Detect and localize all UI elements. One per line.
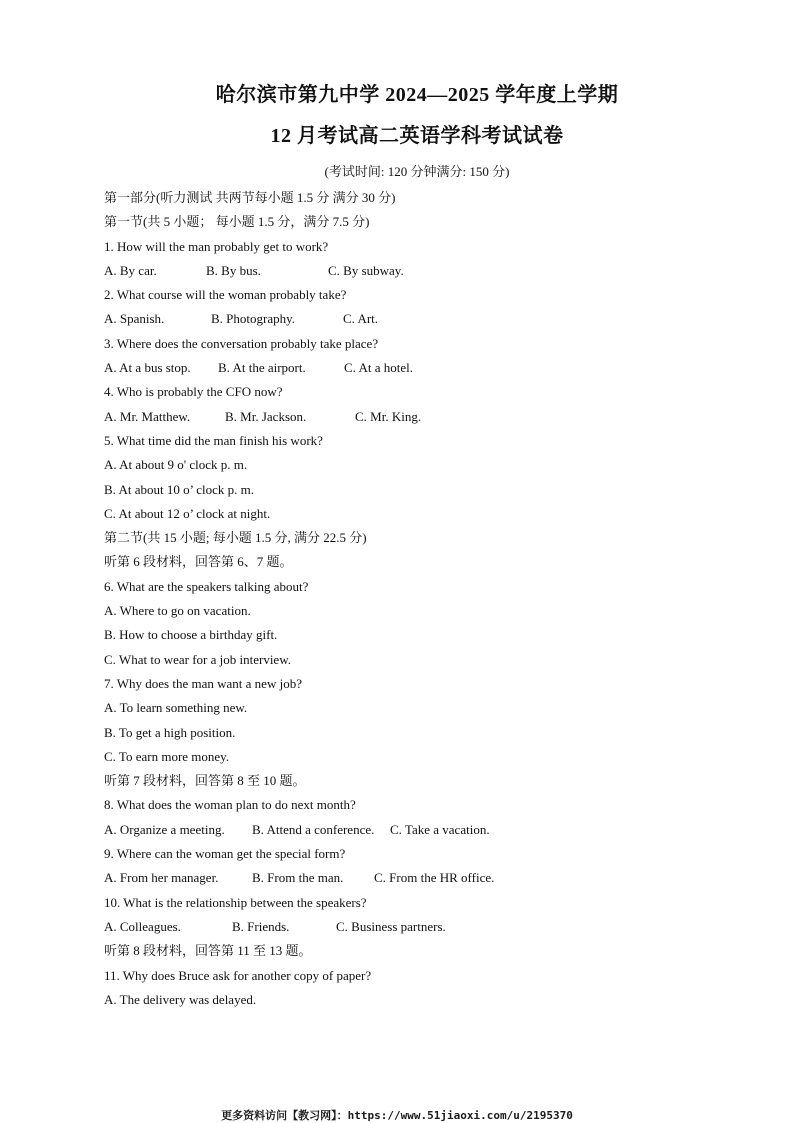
option-b: B. Mr. Jackson. xyxy=(225,408,307,424)
question-11: 11. Why does Bruce ask for another copy of paper? xyxy=(104,967,372,983)
option-b: B. Attend a conference. xyxy=(252,821,375,837)
option-b: B. Photography. xyxy=(211,311,296,327)
question-7: 7. Why does the man want a new job? xyxy=(104,675,302,691)
option-a: A. Organize a meeting. xyxy=(104,821,225,837)
question-10: 10. What is the relationship between the speakers? xyxy=(104,894,367,910)
question-2-options xyxy=(104,307,724,331)
exam-subtitle: (考试时间: 120 分钟满分: 150 分) xyxy=(324,164,510,179)
option-a: A. Mr. Matthew. xyxy=(104,408,191,424)
question-1-options xyxy=(104,259,724,283)
exam-title-line1: 哈尔滨市第九中学 2024—2025 学年度上学期 xyxy=(215,84,619,106)
option-c: C. Take a vacation. xyxy=(390,821,490,837)
option-b: B. By bus. xyxy=(206,262,261,278)
question-3-options xyxy=(104,356,724,380)
option-b: B. Friends. xyxy=(232,918,290,934)
exam-title-line2: 12 月考试高二英语学科考试试卷 xyxy=(270,125,564,147)
option-c: C. Art. xyxy=(343,311,379,327)
material-8-instruction: 听第 8 段材料，回答第 11 至 13 题。 xyxy=(104,943,312,959)
material-6-instruction: 听第 6 段材料，回答第 6、7 题。 xyxy=(104,554,293,570)
option-c: C. At a hotel. xyxy=(344,360,413,376)
question-5: 5. What time did the man finish his work? xyxy=(104,432,323,448)
question-3: 3. Where does the conversation probably take place? xyxy=(104,335,379,351)
question-4: 4. Who is probably the CFO now? xyxy=(104,384,283,400)
option-c: C. Business partners. xyxy=(336,918,446,934)
question-2: 2. What course will the woman probably take? xyxy=(104,287,347,303)
option-a: A. To learn something new. xyxy=(104,700,248,716)
option-c: C. From the HR office. xyxy=(374,870,495,886)
exam-body xyxy=(104,186,724,1012)
section2-heading: 第二节(共 15 小题; 每小题 1.5 分, 满分 22.5 分) xyxy=(104,530,367,546)
question-10-options xyxy=(104,915,724,939)
option-a: A. By car. xyxy=(104,262,157,278)
question-8-options xyxy=(104,818,724,842)
section1-heading: 第一节(共 5 小题； 每小题 1.5 分，满分 7.5 分) xyxy=(104,214,370,230)
material-7-instruction: 听第 7 段材料，回答第 8 至 10 题。 xyxy=(104,773,306,789)
question-6: 6. What are the speakers talking about? xyxy=(104,578,309,594)
option-b: B. How to choose a birthday gift. xyxy=(104,627,278,643)
footer-link[interactable]: 更多资料访问【教习网】：https://www.51jiaoxi.com/u/2195370 xyxy=(221,1109,573,1122)
option-b: B. At about 10 o’ clock p. m. xyxy=(104,481,254,497)
question-9: 9. Where can the woman get the special form? xyxy=(104,846,346,862)
option-a: A. Colleagues. xyxy=(104,918,181,934)
option-a: A. The delivery was delayed. xyxy=(104,991,257,1007)
question-9-options xyxy=(104,866,724,890)
option-c: C. By subway. xyxy=(328,262,404,278)
option-c: C. Mr. King. xyxy=(355,408,422,424)
option-c: C. At about 12 o’ clock at night. xyxy=(104,505,271,521)
option-b: B. At the airport. xyxy=(218,360,306,376)
option-a: A. From her manager. xyxy=(104,870,219,886)
question-1: 1. How will the man probably get to work? xyxy=(104,238,329,254)
part1-heading: 第一部分(听力测试 共两节每小题 1.5 分 满分 30 分) xyxy=(104,190,396,205)
option-a: A. At a bus stop. xyxy=(104,360,191,376)
question-4-options xyxy=(104,405,724,429)
option-a: A. Spanish. xyxy=(104,311,165,327)
option-a: A. At about 9 o' clock p. m. xyxy=(104,457,248,473)
option-c: C. What to wear for a job interview. xyxy=(104,651,291,667)
option-c: C. To earn more money. xyxy=(104,748,230,764)
option-b: B. To get a high position. xyxy=(104,724,236,740)
question-8: 8. What does the woman plan to do next month? xyxy=(104,797,356,813)
option-b: B. From the man. xyxy=(252,870,344,886)
option-a: A. Where to go on vacation. xyxy=(104,603,251,619)
